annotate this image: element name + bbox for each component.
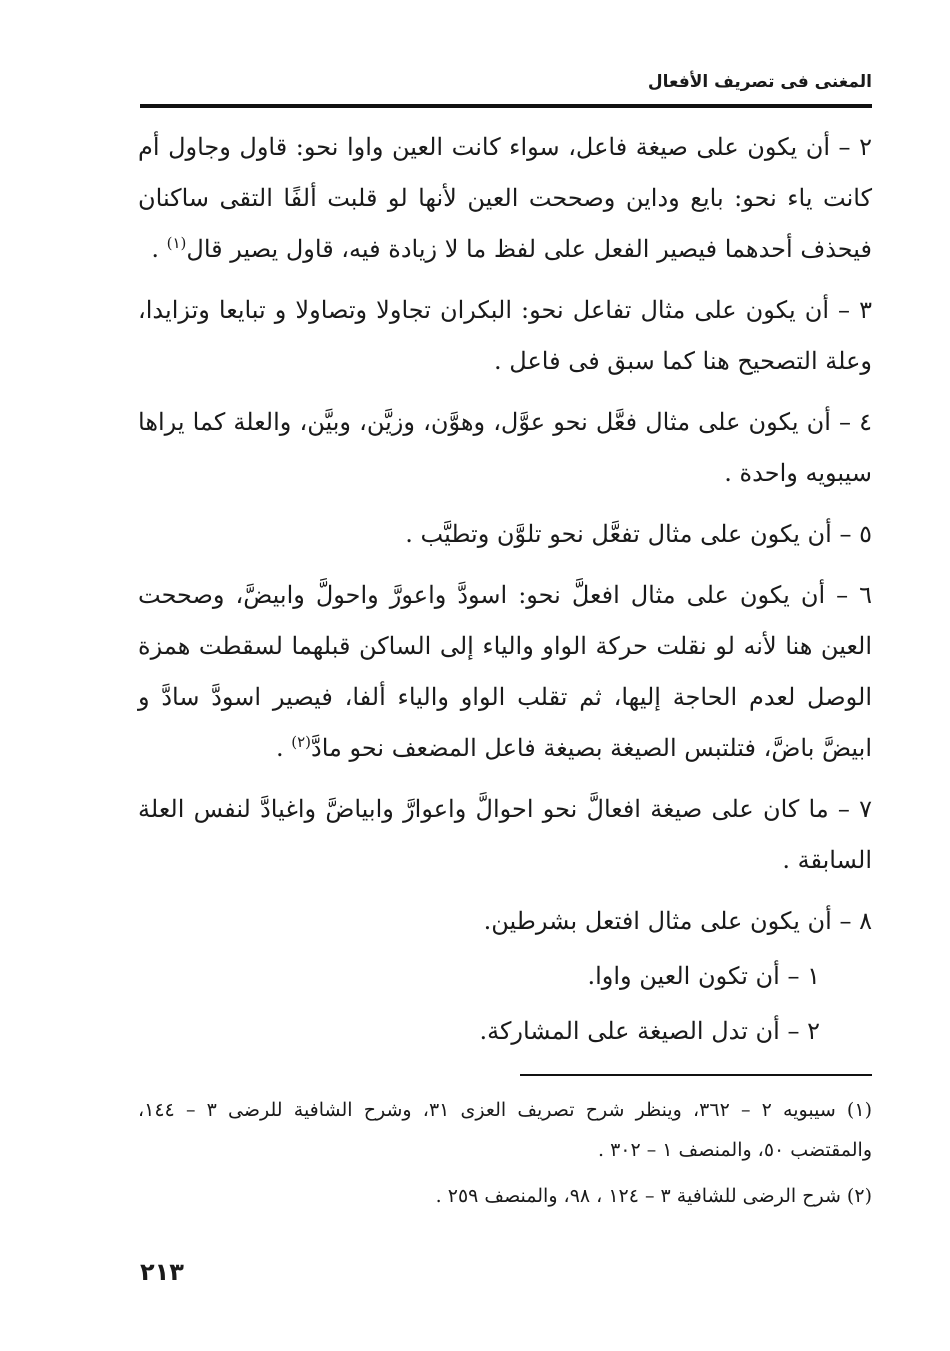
paragraph: ٧ – ما كان على صيغة افعالَّ نحو احوالَّ واعوارَّ وابياضَّ واغيادَّ لنفس العلة السابقة . [138,795,872,874]
footnote: (١) سيبويه ٢ – ٣٦٢، وينظر شرح تصريف العزى ٣١، وشرح الشافية للرضى ٣ – ١٤٤، والمقتضب ٥٠، والمنصف ١ – ٣٠٢ . [138,1099,872,1161]
paragraph: ٨ – أن يكون على مثال افتعل بشرطين. [483,907,872,935]
list-item: ١ – أن تكون العين واوا. [587,962,820,990]
paragraph: ٤ – أن يكون على مثال فعَّل نحو عوَّل، وهوَّن، وزيَّن، وبيَّن، والعلة كما يراها سيبويه واحدة . [138,408,872,487]
paragraph: ٥ – أن يكون على مثال تفعَّل نحو تلوَّن وتطيَّب . [405,520,872,548]
main-text [138,122,872,1061]
paragraph: ٣ – أن يكون على مثال تفاعل نحو: البكران تجاولا وتصاولا و تبايعا وتزايدا، وعلة التصحيح هنا كما سبق فى فاعل . [138,296,872,375]
footnote-ref: (٢) [291,733,312,751]
footnote-rule [520,1074,872,1076]
page-number: ٢١٣ [140,1258,184,1286]
paragraph: ٦ – أن يكون على مثال افعلَّ نحو: اسودَّ واعورَّ واحولَّ وابيضَّ، وصححت العين هنا لأنه لو نقلت حركة الواو والياء إلى الساكن قبلهما لسقطت همزة الوصل لعدم الحاجة إليها، ثم تقلب الواو والياء ألفا، فيصير اسودَّ سادَّ و ابيضَّ باضَّ، فتلتبس الصيغة بصيغة فاعل المضعف نحو مادَّ$^{(٢)}$ . [138,581,872,762]
running-header-title: المغنى فى تصريف الأفعال [647,72,872,92]
list-item: ٢ – أن تدل الصيغة على المشاركة. [479,1017,820,1045]
footnote: (٢) شرح الرضى للشافية ٣ – ١٢٤ ، ٩٨، والمنصف ٢٥٩ . [435,1185,872,1207]
paragraph: ٢ – أن يكون على صيغة فاعل، سواء كانت العين واوا نحو: قاول وجاول أم كانت ياء نحو: بايع وداين وصححت العين لأنها لو قلبت ألفًا التقى ساكنان فيحذف أحدهما فيصير الفعل على لفظ ما لا زيادة فيه، قاول يصير قال$^{(١)}$ . [138,133,872,263]
footnotes [138,1090,872,1222]
footnote-ref: (١) [166,234,187,252]
header-rule [140,104,872,108]
